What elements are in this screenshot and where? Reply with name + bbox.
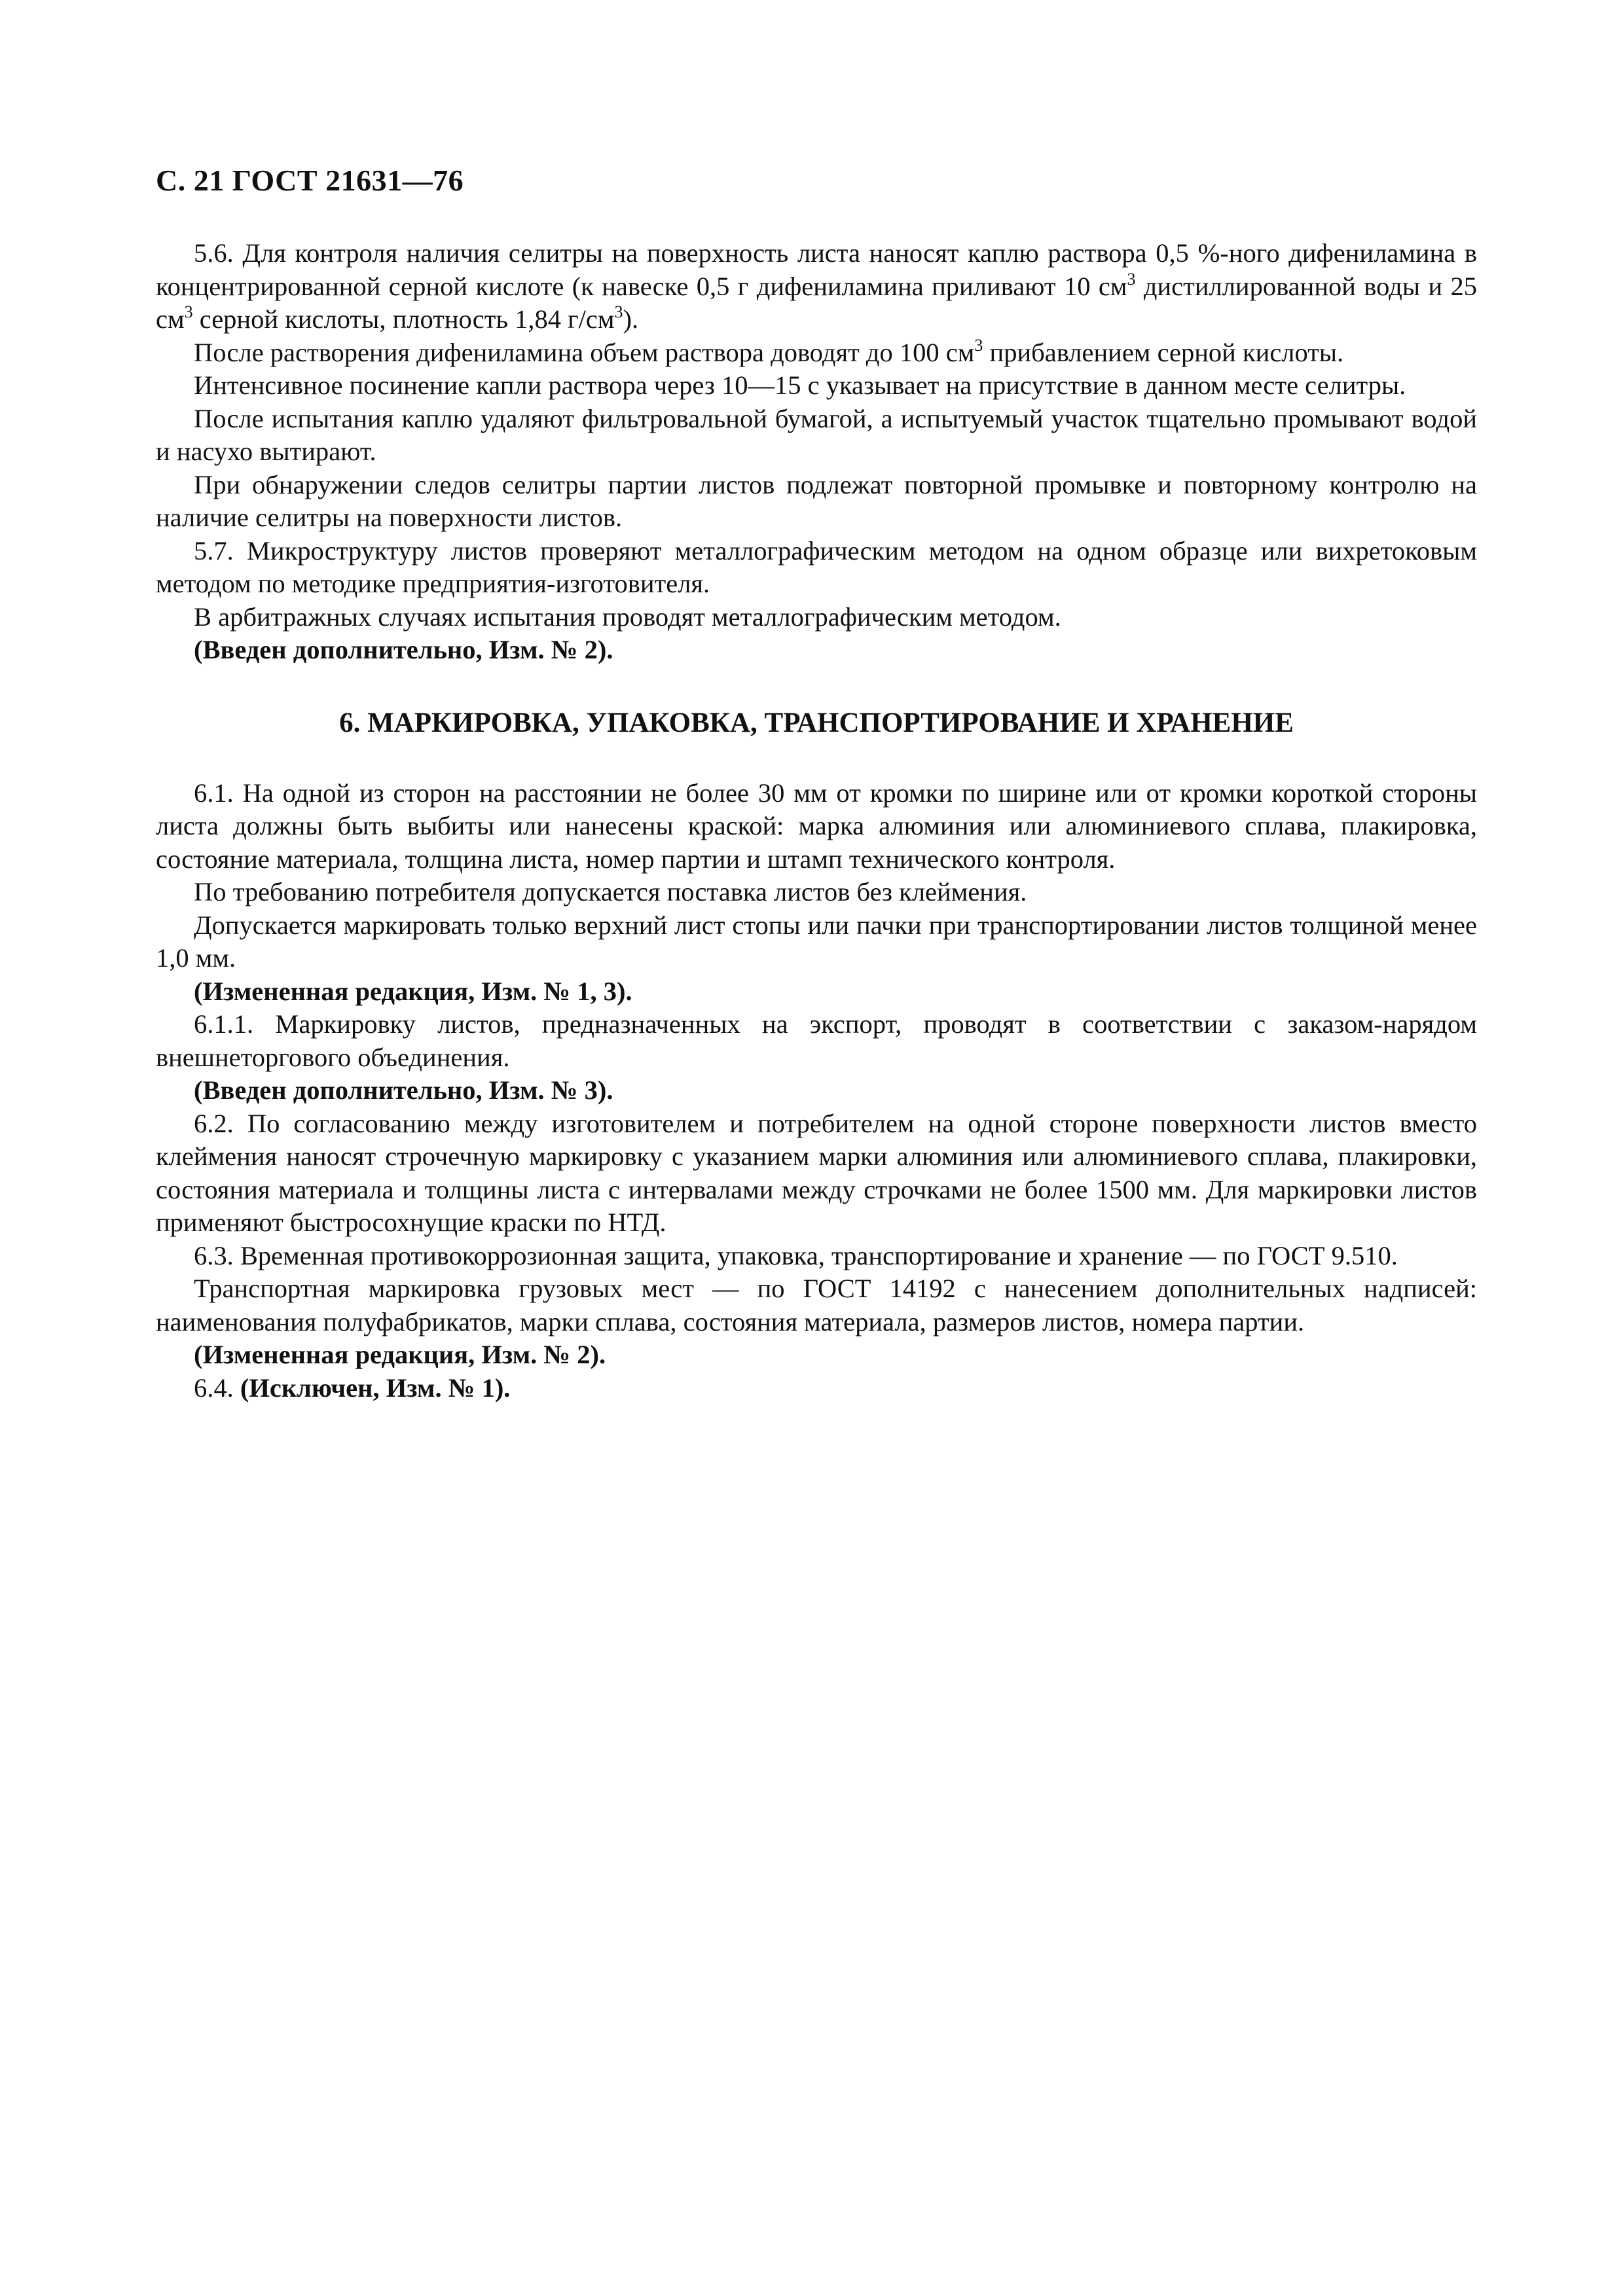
document-page xyxy=(156,162,1477,1405)
superscript: 3 xyxy=(614,302,623,321)
text-run: После растворения дифениламина объем раствора доводят до 100 см xyxy=(194,337,975,367)
paragraph-6-1: 6.1. На одной из сторон на расстоянии не более 30 мм от кромки по ширине или от кромки короткой стороны листа должны быть выбиты или нанесены краской: марка алюминия или алюминиевого сплава, плакировка, состояние материала, толщина листа, номер партии и штамп технического контроля. xyxy=(156,778,1477,874)
paragraph-transport-marking: Транспортная маркировка грузовых мест — по ГОСТ 14192 с нанесением дополнительных надписей: наименования полуфабрикатов, марки сплава, состояния материала, размеров листов, номера партии. xyxy=(156,1274,1477,1336)
paragraph-5-7: 5.7. Микроструктуру листов проверяют металлографическим методом на одном образце или вихретоковым методом по методике предприятия-изготовителя. xyxy=(156,535,1477,598)
page-header: С. 21 ГОСТ 21631—76 xyxy=(156,164,464,197)
paragraph-no-stamping: По требованию потребителя допускается поставка листов без клеймения. xyxy=(194,877,1027,906)
text-run: 6.4. xyxy=(194,1372,240,1403)
paragraph-dissolution xyxy=(156,336,1477,370)
excluded-note: (Исключен, Изм. № 1). xyxy=(240,1372,511,1403)
superscript: 3 xyxy=(1127,269,1136,289)
text-run: дистиллированной воды и 25 см xyxy=(156,271,1477,334)
paragraph-traces-found: При обнаружении следов селитры партии листов подлежат повторной промывке и повторному контролю на наличие селитры на поверхности листов. xyxy=(156,469,1477,532)
paragraph-after-test: После испытания каплю удаляют фильтровальной бумагой, а испытуемый участок тщательно промывают водой и насухо вытирают. xyxy=(156,403,1477,466)
superscript: 3 xyxy=(184,302,193,321)
amendment-note: (Введен дополнительно, Изм. № 2). xyxy=(194,635,613,664)
text-run: ). xyxy=(623,304,639,334)
paragraph-6-1-1: 6.1.1. Маркировку листов, предназначенных на экспорт, проводят в соответствии с заказом-нарядом внешнеторгового объединения. xyxy=(156,1009,1477,1072)
paragraph-5-6 xyxy=(156,237,1477,336)
amendment-note: (Введен дополнительно, Изм. № 3). xyxy=(194,1075,613,1105)
text-run: прибавлением серной кислоты. xyxy=(983,337,1344,367)
amendment-note: (Измененная редакция, Изм. № 2). xyxy=(194,1340,606,1369)
paragraph-6-3: 6.3. Временная противокоррозионная защита, упаковка, транспортирование и хранение — по ГОСТ 9.510. xyxy=(194,1240,1398,1270)
paragraph-arbitration: В арбитражных случаях испытания проводят металлографическим методом. xyxy=(194,601,1061,632)
amendment-note: (Измененная редакция, Изм. № 1, 3). xyxy=(194,976,632,1006)
text-run: 5.6. Для контроля наличия селитры на поверхность листа наносят каплю раствора 0,5 %-ного дифениламина в концентрированной серной кислоте (к навеске 0,5 г дифениламина приливают 10 см xyxy=(156,238,1477,301)
section-6-title: 6. МАРКИРОВКА, УПАКОВКА, ТРАНСПОРТИРОВАНИЕ И ХРАНЕНИЕ xyxy=(339,707,1294,738)
text-run: серной кислоты, плотность 1,84 г/см xyxy=(192,304,615,334)
paragraph-top-sheet: Допускается маркировать только верхний лист стопы или пачки при транспортировании листов толщиной менее 1,0 мм. xyxy=(156,910,1477,973)
paragraph-6-2: 6.2. По согласованию между изготовителем и потребителем на одной стороне поверхности листов вместо клеймения наносят строчечную маркировку с указанием марки алюминия или алюминиевого сплава, плакировки, состояния материала и толщины листа с интервалами между строчками не более 1500 мм. Для маркировки листов применяют быстросохнущие краски по НТД. xyxy=(156,1108,1477,1237)
paragraph-6-4 xyxy=(156,1372,1477,1405)
superscript: 3 xyxy=(974,335,983,355)
paragraph-blueing: Интенсивное посинение капли раствора через 10—15 с указывает на присутствие в данном месте селитры. xyxy=(194,370,1406,400)
